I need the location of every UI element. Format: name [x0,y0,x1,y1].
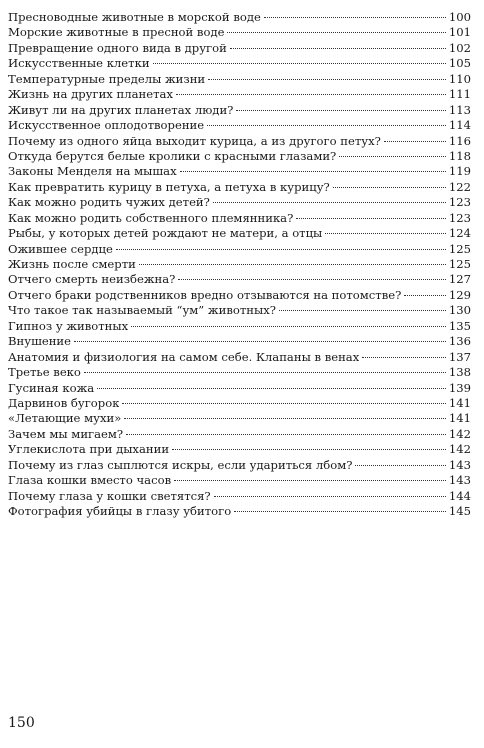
toc-entry-title: Жизнь на других планетах [8,87,173,102]
toc-entry-page: 100 [448,10,471,24]
toc-entry-page: 118 [448,148,471,163]
dot-leader [116,249,446,250]
toc-entry-page: 125 [448,257,471,271]
toc-entry-page: 105 [448,56,471,71]
toc-entry-title: Жизнь после смерти [8,257,136,271]
toc-entry [8,458,471,473]
toc-entry-page: 130 [448,303,471,318]
dot-leader [236,110,445,111]
dot-leader [84,372,446,373]
toc-entry-page: 123 [448,195,471,210]
toc-entry-page: 143 [448,473,471,488]
dot-leader [333,187,446,188]
toc-entry-page: 116 [448,133,471,148]
toc-entry-title: Морские животные в пресной воде [8,25,225,40]
toc-entry [8,226,471,241]
toc-entry [8,319,471,334]
dot-leader [264,17,446,18]
toc-entry [8,489,471,504]
dot-leader [176,94,446,95]
dot-leader [362,357,446,358]
toc-entry [8,272,471,287]
dot-leader [355,465,445,466]
toc-entry-page: 123 [448,210,471,225]
toc-entry [8,303,471,318]
toc-entry-page: 111 [448,87,471,102]
dot-leader [227,32,445,33]
dot-leader [214,496,446,497]
toc-entry [8,365,471,380]
toc-entry-page: 145 [448,504,471,518]
toc-entry-page: 135 [448,318,471,333]
dot-leader [207,125,446,126]
toc-entry-page: 137 [448,349,471,364]
toc-entry-page: 102 [448,40,471,55]
toc-entry-title: Ожившее сердце [8,241,113,256]
toc-entry [8,87,471,102]
toc-entry-page: 142 [448,426,471,441]
dot-leader [178,279,445,280]
toc-entry-title: Искусственные клетки [8,56,150,71]
toc-entry [8,396,471,411]
toc-entry [8,56,471,71]
toc-entry-title: «Летающие мухи» [8,411,122,426]
dot-leader [74,341,446,342]
toc-entry-title: Отчего смерть неизбежна? [8,272,176,287]
toc-entry [8,473,471,488]
toc-entry-title: Почему из глаз сыплются искры, если удариться лбом? [8,457,353,472]
toc-entry-page: 122 [448,179,471,194]
toc-entry-title: Почему глаза у кошки светятся? [8,488,211,503]
toc-entry-page: 142 [448,442,471,457]
toc-entry [8,504,471,519]
toc-entry [8,288,471,303]
toc-entry-page: 144 [448,488,471,503]
toc-entry-page: 124 [448,226,471,241]
dot-leader [97,388,446,389]
toc-entry-title: Отчего браки родственников вредно отзываются на потомстве? [8,287,402,302]
dot-leader [139,264,446,265]
toc-entry [8,334,471,349]
toc-entry [8,242,471,257]
dot-leader [180,171,446,172]
toc-entry-title: Третье веко [8,365,81,380]
dot-leader [234,511,446,512]
toc-entry-title: Как можно родить чужих детей? [8,195,210,210]
dot-leader [325,233,446,234]
toc-entry [8,118,471,133]
toc-entry [8,10,471,25]
toc-entry-title: Почему из одного яйца выходит курица, а из другого петух? [8,133,381,148]
toc-entry [8,180,471,195]
toc-entry-title: Дарвинов бугорок [8,395,120,410]
toc-entry-title: Глаза кошки вместо часов [8,473,172,488]
toc-entry [8,134,471,149]
toc-entry-page: 114 [448,118,471,133]
toc-entry-page: 101 [448,25,471,40]
dot-leader [404,295,446,296]
toc-entry [8,411,471,426]
toc-entry-title: Пресноводные животные в морской воде [8,10,261,24]
toc-entry-page: 136 [448,334,471,349]
toc-entry [8,149,471,164]
toc-entry-title: Анатомия и физиология на самом себе. Клапаны в венах [8,349,360,364]
toc-entry-title: Рыбы, у которых детей рождают не матери, а отцы [8,226,323,241]
toc-entry-page: 113 [448,102,471,117]
toc-entry-title: Углекислота при дыхании [8,442,170,457]
dot-leader [296,218,446,219]
toc-entry-page: 141 [448,411,471,426]
toc-entry-title: Откуда берутся белые кролики с красными глазами? [8,148,337,163]
toc-entry-title: Превращение одного вида в другой [8,40,227,55]
toc-entry-page: 143 [448,457,471,472]
toc-entry-page: 125 [448,241,471,256]
page-number: 150 [8,715,35,731]
toc-entry [8,195,471,210]
toc-entry [8,103,471,118]
toc-entry-title: Законы Менделя на мышах [8,164,177,179]
toc-entry [8,25,471,40]
toc-entry-title: Живут ли на других планетах люди? [8,102,234,117]
toc-entry-page: 127 [448,272,471,287]
toc-entry-page: 141 [448,395,471,410]
dot-leader [124,418,446,419]
table-of-contents [8,10,471,519]
toc-entry [8,442,471,457]
dot-leader [174,480,446,481]
toc-entry-title: Как можно родить собственного племянника? [8,210,294,225]
toc-entry-page: 138 [448,365,471,380]
dot-leader [126,434,446,435]
toc-entry-page: 129 [448,287,471,302]
toc-entry-title: Внушение [8,334,72,349]
dot-leader [384,141,446,142]
toc-entry [8,164,471,179]
dot-leader [172,449,446,450]
toc-entry [8,72,471,87]
toc-entry-title: Гипноз у животных [8,318,129,333]
toc-entry [8,350,471,365]
dot-leader [230,48,446,49]
toc-entry [8,211,471,226]
toc-entry-page: 119 [448,164,471,179]
toc-entry-title: Температурные пределы жизни [8,71,206,86]
toc-entry-title: Гусиная кожа [8,380,95,395]
dot-leader [213,202,446,203]
toc-entry-title: Зачем мы мигаем? [8,426,124,441]
toc-entry-title: Как превратить курицу в петуха, а петуха в курицу? [8,179,330,194]
toc-entry-page: 139 [448,380,471,395]
toc-entry-title: Что такое так называемый “ум” животных? [8,303,276,318]
toc-entry-title: Фотография убийцы в глазу убитого [8,504,232,518]
dot-leader [208,79,446,80]
toc-entry [8,427,471,442]
dot-leader [131,326,446,327]
toc-entry [8,41,471,56]
dot-leader [153,63,446,64]
toc-entry [8,381,471,396]
dot-leader [339,156,446,157]
dot-leader [279,310,446,311]
toc-entry [8,257,471,272]
toc-entry-page: 110 [448,71,471,86]
dot-leader [122,403,445,404]
toc-entry-title: Искусственное оплодотворение [8,118,205,133]
